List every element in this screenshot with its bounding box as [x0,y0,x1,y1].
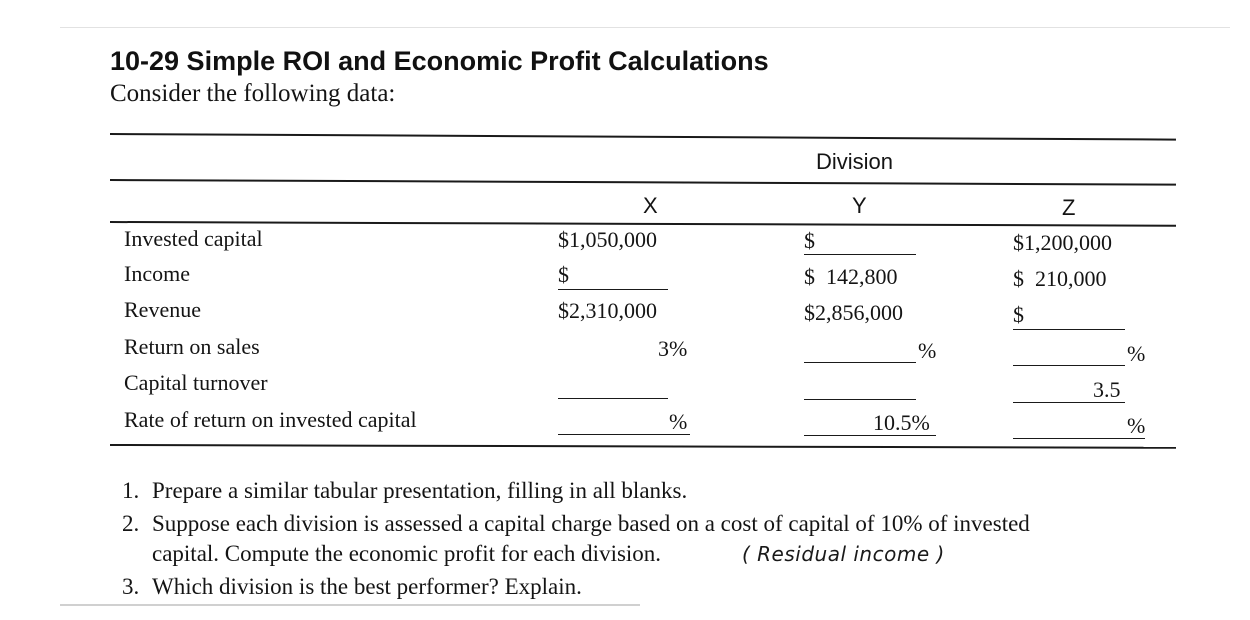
column-header-y: Y [852,193,867,218]
blank-y-roi [804,435,936,436]
cell-y-invested-capital: $ [804,228,815,253]
table-rule-bottom [110,444,1176,449]
question-2-text-line2: capital. Compute the economic profit for each division. [152,541,662,566]
column-header-z: Z [1062,195,1076,220]
division-header: Division [816,149,894,174]
cell-z-roi: % [1127,413,1146,438]
row-label-revenue: Revenue [124,297,201,322]
question-1-number: 1. [122,478,140,503]
blank-z-roi [1013,438,1145,439]
question-3-text: Which division is the best performer? Explain. [152,574,582,599]
handwritten-annotation: ( Residual income ) [742,542,945,566]
blank-y-invested-capital [804,254,916,255]
blank-z-return-on-sales [1013,365,1125,366]
row-label-return-on-sales: Return on sales [124,334,260,359]
question-2-text-line1: Suppose each division is assessed a capital charge based on a cost of capital of 10% of invested [152,511,1030,536]
cell-z-return-on-sales: % [1127,341,1146,366]
scan-edge-top [60,27,1230,28]
question-2-number: 2. [122,511,140,536]
cell-x-roi: % [669,409,688,434]
cell-z-income: $ 210,000 [1013,266,1107,291]
problem-title: 10-29 Simple ROI and Economic Profit Calculations [110,46,769,76]
blank-z-capital-turnover [1013,402,1125,403]
problem-intro: Consider the following data: [110,80,396,107]
cell-z-capital-turnover: 3.5 [1093,377,1121,402]
blank-y-capital-turnover [804,399,916,400]
question-1-text: Prepare a similar tabular presentation, filling in all blanks. [152,478,688,503]
column-header-x: X [643,193,658,218]
blank-x-capital-turnover [558,398,668,399]
row-label-income: Income [124,261,190,286]
blank-x-income [558,289,668,290]
table-rule-top [110,133,1176,141]
cell-z-revenue: $ [1013,302,1024,327]
question-3-number: 3. [122,574,140,599]
cell-y-revenue: $2,856,000 [804,300,903,325]
row-label-invested-capital: Invested capital [124,226,263,251]
row-label-roi: Rate of return on invested capital [124,407,417,432]
cell-y-income: $ 142,800 [804,264,898,289]
cell-y-return-on-sales: % [918,338,937,363]
cell-y-roi: 10.5% [873,410,930,435]
cell-x-income: $ [558,262,569,287]
scan-edge-bottom [60,604,640,606]
blank-z-revenue [1013,329,1125,330]
table-rule-columns [110,221,1176,227]
cell-z-invested-capital: $1,200,000 [1013,230,1112,255]
cell-x-invested-capital: $1,050,000 [558,227,657,252]
cell-x-return-on-sales: 3% [658,336,688,361]
table-rule-division [110,179,1176,186]
cell-x-revenue: $2,310,000 [558,298,657,323]
blank-x-roi [558,434,690,435]
blank-y-return-on-sales [804,362,916,363]
row-label-capital-turnover: Capital turnover [124,370,268,395]
